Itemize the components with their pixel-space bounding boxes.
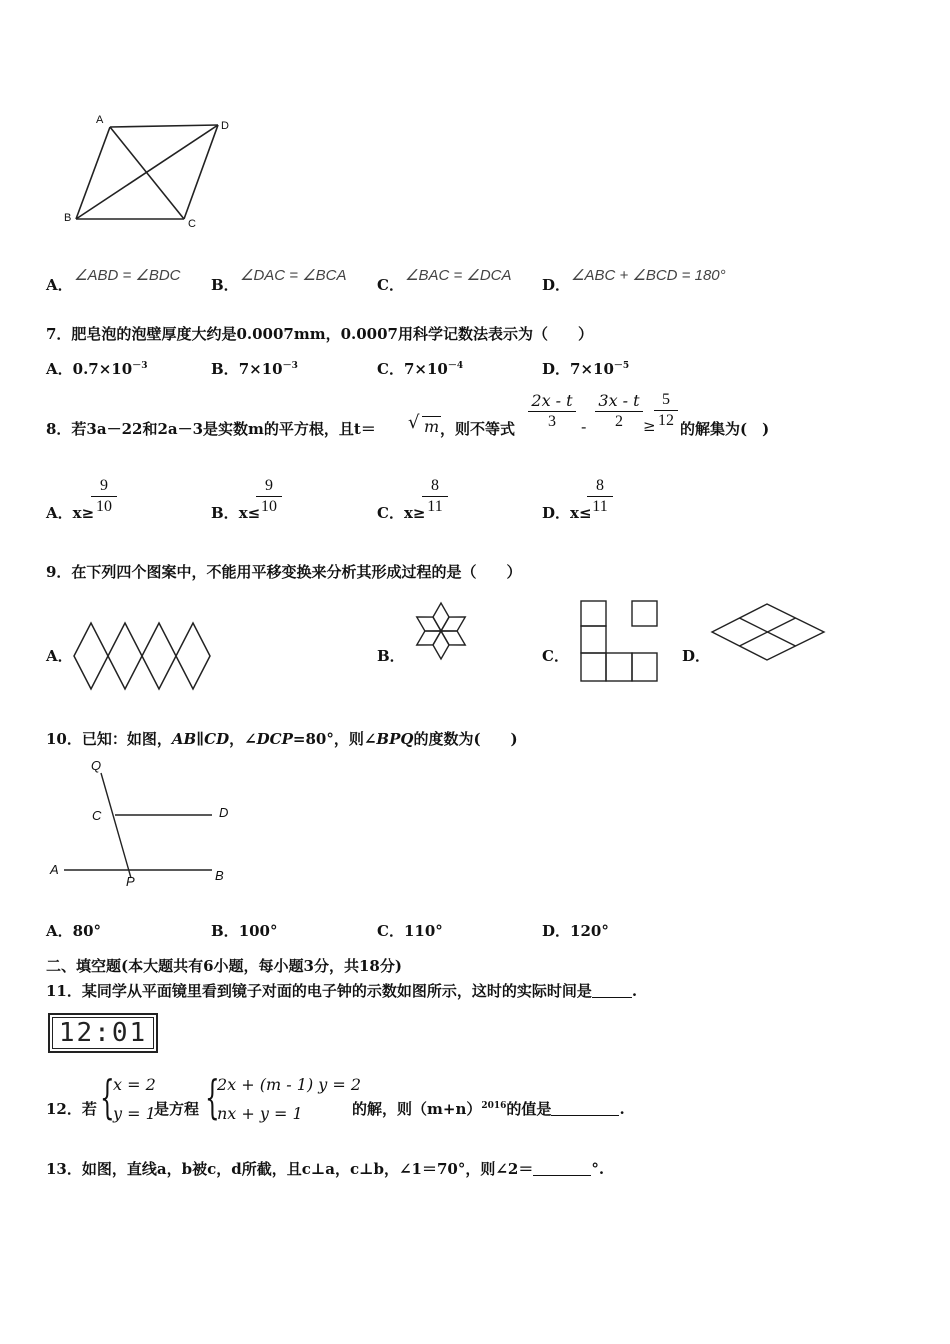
q7-d-letter: D． xyxy=(542,360,571,378)
q8-d-bar xyxy=(587,496,613,497)
q8-b-rel: x≤ xyxy=(238,504,261,522)
parallel-lines-figure xyxy=(40,760,240,890)
q10-c-letter: C． xyxy=(377,922,404,940)
q6-option-b-letter[interactable]: B． xyxy=(211,276,239,294)
q8-stem-c: 的解集为( ) xyxy=(680,420,770,438)
fig10-label-c: C xyxy=(92,808,102,823)
q13-stem xyxy=(46,1158,604,1179)
q8-minus: - xyxy=(581,417,587,436)
q7-d-exp: －5 xyxy=(613,361,630,371)
q9-option-a-letter[interactable]: A． xyxy=(46,647,73,665)
q7-option-c[interactable] xyxy=(377,358,463,379)
fig10-label-p: P xyxy=(126,874,135,889)
q8-c-fraction xyxy=(422,477,448,516)
q6-option-c-text: ∠BAC = ∠DCA xyxy=(405,267,512,284)
q9-pattern-a xyxy=(74,622,214,692)
q8-option-a[interactable] xyxy=(46,502,94,523)
q8-d-num: 8 xyxy=(596,477,604,494)
q8-frac2-num: 3x - t xyxy=(598,391,640,410)
q10-bpq: ∠BPQ xyxy=(363,730,414,748)
q8-frac3-num: 5 xyxy=(662,391,670,408)
q10-eq80: =80° xyxy=(292,730,334,748)
q8-frac1-den: 3 xyxy=(548,413,556,430)
q7-c-base: 7×10 xyxy=(403,360,448,378)
q8-a-fraction xyxy=(91,477,117,516)
q8-a-rel: x≥ xyxy=(72,504,95,522)
q12-sys1-eq2: y = 1 xyxy=(113,1104,156,1123)
q10-dcp: ∠DCP xyxy=(244,730,293,748)
q10-option-b[interactable] xyxy=(211,920,278,941)
parallelogram-figure xyxy=(60,115,240,235)
q7-stem: 7．肥皂泡的泡壁厚度大约是0.0007mm，0.0007用科学记数法表示为（ ） xyxy=(46,325,593,343)
q10-d-text: 120° xyxy=(570,922,609,940)
q10-a-letter: A． xyxy=(46,922,73,940)
q8-d-den: 11 xyxy=(592,498,608,515)
q8-frac2-bar xyxy=(595,411,643,412)
q9-stem: 9．在下列四个图案中，不能用平移变换来分析其形成过程的是（ ） xyxy=(46,563,522,581)
q8-frac2-den: 2 xyxy=(615,413,623,430)
q7-option-a[interactable] xyxy=(46,358,147,379)
q12-tail xyxy=(352,1098,625,1119)
clock-digits: 12:01 xyxy=(58,1018,148,1048)
q8-c-rel: x≥ xyxy=(403,504,426,522)
sqrt-symbol: √ xyxy=(408,412,420,433)
q8-fraction-1 xyxy=(528,391,576,431)
q7-b-letter: B． xyxy=(211,360,239,378)
q8-b-num: 9 xyxy=(265,477,273,494)
q13-answer-blank[interactable] xyxy=(533,1161,591,1176)
q10-option-a[interactable] xyxy=(46,920,101,941)
q8-ge: ≥ xyxy=(643,417,656,435)
clock-inner xyxy=(52,1017,154,1049)
q9-pattern-b xyxy=(403,590,479,672)
fig10-label-d: D xyxy=(219,805,229,820)
q8-stem-b: ，则不等式 xyxy=(440,420,516,438)
q8-frac3-den: 12 xyxy=(658,412,674,429)
fig10-label-q: Q xyxy=(91,758,102,773)
fig10-label-a: A xyxy=(50,862,59,877)
q7-option-b[interactable] xyxy=(211,358,298,379)
q7-a-exp: －3 xyxy=(132,361,148,371)
q12-brace-2: { xyxy=(205,1070,220,1124)
q7-c-letter: C． xyxy=(377,360,404,378)
q12-sys1-eq1: x = 2 xyxy=(113,1075,156,1094)
q8-d-fraction xyxy=(587,477,613,516)
q8-b-den: 10 xyxy=(261,498,277,515)
q8-option-c[interactable] xyxy=(377,502,425,523)
q8-a-letter: A． xyxy=(46,504,73,522)
vertex-label-c: C xyxy=(188,218,196,230)
q10-c-text: 110° xyxy=(403,922,443,940)
q8-d-letter: D． xyxy=(542,504,571,522)
q10-stem-c: 的度数为( ) xyxy=(413,730,518,748)
q10-stem-a: 10．已知：如图， xyxy=(46,730,172,748)
q8-b-bar xyxy=(256,496,282,497)
q8-frac1-num: 2x - t xyxy=(531,391,573,410)
q7-b-base: 7×10 xyxy=(238,360,283,378)
q8-d-rel: x≤ xyxy=(570,504,592,522)
q7-b-exp: －3 xyxy=(282,361,298,371)
q6-option-a-letter[interactable]: A． xyxy=(46,276,73,294)
q8-c-letter: C． xyxy=(377,504,404,522)
q10-b-text: 100° xyxy=(238,922,278,940)
q8-fraction-3 xyxy=(654,391,678,430)
q9-option-d-letter[interactable]: D． xyxy=(682,647,711,665)
q9-option-c-letter[interactable]: C． xyxy=(542,647,569,665)
q12-answer-blank[interactable] xyxy=(551,1101,619,1116)
q8-option-d[interactable] xyxy=(542,502,592,523)
q8-stem-a: 8．若3a－22和2a－3是实数m的平方根，且t＝ xyxy=(46,420,376,438)
q8-c-bar xyxy=(422,496,448,497)
q10-d-letter: D． xyxy=(542,922,571,940)
q6-option-b-text: ∠DAC = ∠BCA xyxy=(240,267,347,284)
sqrt-radicand: m xyxy=(424,417,440,436)
q8-a-den: 10 xyxy=(96,498,112,515)
q11-end: . xyxy=(631,982,638,1000)
vertex-label-b: B xyxy=(64,212,72,224)
q6-option-d-letter[interactable]: D． xyxy=(542,276,571,294)
q12-brace-1: { xyxy=(100,1070,115,1124)
q12-exponent: 2016 xyxy=(481,1101,507,1111)
q13-stem-text: 13．如图，直线a，b被c，d所截，且c⊥a，c⊥b，∠1＝70°，则∠2＝ xyxy=(46,1160,534,1178)
q10-option-c[interactable] xyxy=(377,920,443,941)
q9-pattern-c xyxy=(580,600,660,684)
q13-end: °. xyxy=(591,1160,605,1178)
q8-frac1-bar xyxy=(528,411,576,412)
q7-option-d[interactable] xyxy=(542,358,629,379)
q6-option-c-letter[interactable]: C． xyxy=(377,276,404,294)
q9-option-b-letter[interactable]: B． xyxy=(377,647,405,665)
q12-sys2-eq2: nx + y = 1 xyxy=(217,1104,303,1123)
q8-a-bar xyxy=(91,496,117,497)
section-2-title: 二、填空题(本大题共有6小题，每小题3分，共18分) xyxy=(46,957,402,975)
q12-tail-a: 的解，则（m+n） xyxy=(352,1100,482,1118)
vertex-label-a: A xyxy=(96,114,104,126)
q12-lead: 12．若 xyxy=(46,1100,97,1118)
q12-mid: 是方程 xyxy=(154,1100,200,1118)
q8-c-den: 11 xyxy=(427,498,443,515)
q8-fraction-2 xyxy=(595,391,643,431)
q6-option-d-text: ∠ABC + ∠BCD = 180° xyxy=(571,267,726,284)
q10-ab-cd: AB∥CD xyxy=(171,730,230,748)
q10-stem-b: ，则 xyxy=(333,730,364,748)
q11-stem xyxy=(46,980,637,1001)
q7-a-base: 0.7×10 xyxy=(72,360,133,378)
q10-stem xyxy=(46,728,518,749)
q10-a-text: 80° xyxy=(72,922,102,940)
q7-c-exp: －4 xyxy=(447,361,464,371)
q12-sys2-eq1: 2x + (m - 1) y = 2 xyxy=(217,1075,362,1094)
q12-end: . xyxy=(619,1100,625,1118)
q8-b-letter: B． xyxy=(211,504,239,522)
q12-tail-b: 的值是 xyxy=(506,1100,552,1118)
fig10-label-b: B xyxy=(215,868,224,883)
q8-frac3-bar xyxy=(654,410,678,411)
digital-clock xyxy=(48,1013,158,1053)
q8-b-fraction xyxy=(256,477,282,516)
q11-answer-blank[interactable] xyxy=(592,983,632,998)
q6-option-a-text: ∠ABD = ∠BDC xyxy=(74,267,181,284)
q11-stem-text: 11．某同学从平面镜里看到镜子对面的电子钟的示数如图所示，这时的实际时间是 xyxy=(46,982,592,1000)
q10-sep: ， xyxy=(229,730,245,748)
q9-pattern-d xyxy=(710,602,828,664)
q8-option-b[interactable] xyxy=(211,502,260,523)
q8-a-num: 9 xyxy=(100,477,108,494)
q8-c-num: 8 xyxy=(431,477,439,494)
q10-b-letter: B． xyxy=(211,922,239,940)
vertex-label-d: D xyxy=(221,120,229,132)
q7-a-letter: A． xyxy=(46,360,73,378)
q7-d-base: 7×10 xyxy=(570,360,614,378)
q10-option-d[interactable] xyxy=(542,920,609,941)
